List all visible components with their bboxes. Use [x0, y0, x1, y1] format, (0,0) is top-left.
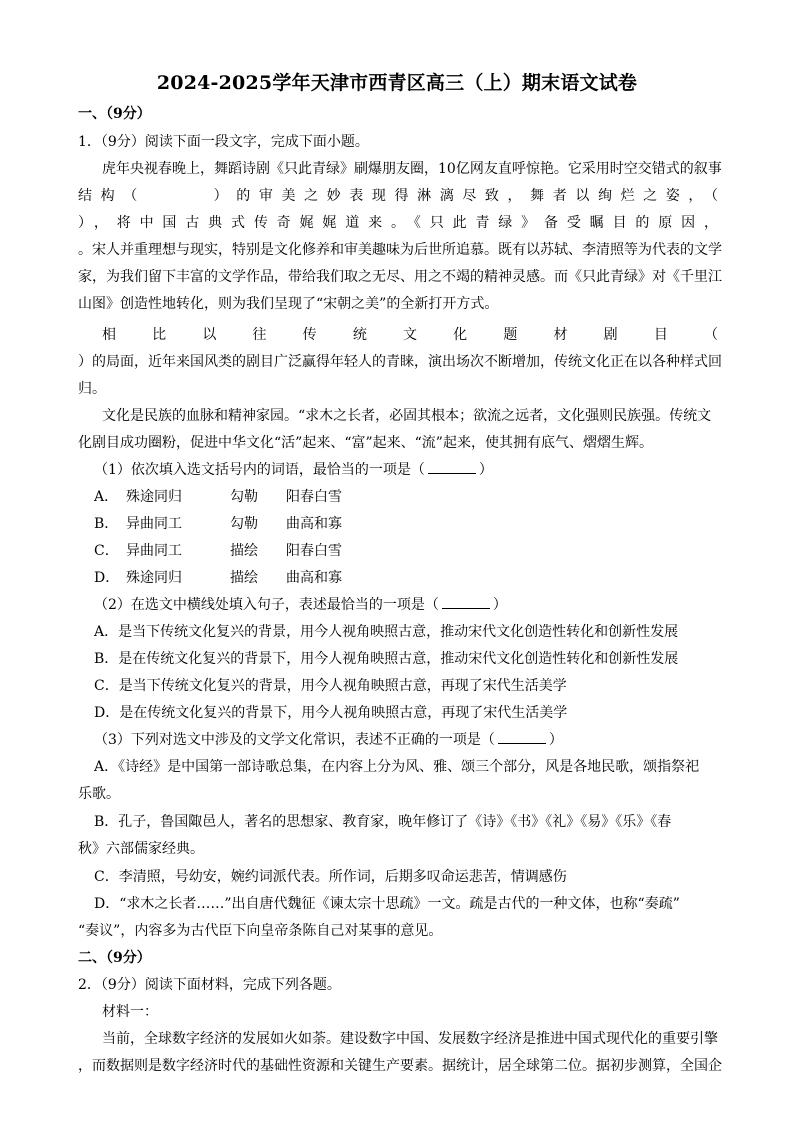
option-letter: D．: [94, 570, 120, 586]
passage-1-line: 。宋人并重理想与现实，特别是文化修养和审美趣味为后世所追慕。既有以苏轼、李清照等为代表的文学: [78, 242, 722, 258]
passage-1-line: 虎年央视春晚上，舞蹈诗剧《只此青绿》刷爆朋友圈，10亿网友直呼惊艳。它采用时空交错式的叙事: [102, 161, 722, 177]
option-word: 殊途同归: [126, 489, 182, 505]
sub-question-2-option-a: A．是当下传统文化复兴的背景，用今人视角映照古意，推动宋代文化创造性转化和创新性发展: [94, 624, 679, 640]
option-word: 阳春白雪: [286, 489, 342, 505]
sub-question-3-stem: （3）下列对选文中涉及的文学文化常识，表述不正确的一项是（: [94, 732, 495, 748]
option-word: 勾勒: [230, 489, 258, 505]
question-1-intro: 1．（9分）阅读下面一段文字，完成下面小题。: [78, 134, 369, 150]
sub-question-2-option-d: D．是在传统文化复兴的背景下，用今人视角映照古意，再现了宋代生活美学: [94, 705, 568, 721]
option-row: [94, 541, 342, 561]
option-word: 曲高和寡: [286, 570, 342, 586]
sub-question-3-option-b: B．孔子，鲁国陬邑人，著名的思想家、教育家，晚年修订了《诗》《书》《礼》《易》《乐》《春: [94, 814, 672, 830]
sub-question-3-option-c: C．李清照，号幼安，婉约词派代表。所作词，后期多叹命运悲苦，情调感伤: [94, 869, 567, 885]
option-word: 勾勒: [230, 516, 258, 532]
option-word: 异曲同工: [126, 516, 182, 532]
passage-3-line: 文化是民族的血脉和精神家园。“求木之长者，必固其根本；欲流之远者，文化强则民族强。传统文: [102, 408, 712, 424]
option-letter: C．: [94, 543, 119, 559]
answer-blank: [442, 596, 490, 609]
option-word: 殊途同归: [126, 570, 182, 586]
sub-question-3-close: ）: [548, 732, 563, 748]
passage-2-line: 归。: [78, 381, 106, 397]
option-word: 描绘: [230, 543, 258, 559]
answer-blank: [428, 461, 476, 474]
sub-question-3-option-a: A．《诗经》是中国第一部诗歌总集，在内容上分为风、雅、颂三个部分，风是各地民歌，颂指祭祀: [94, 759, 700, 775]
section-1-header: 一、（9分）: [78, 106, 151, 122]
option-row: [94, 568, 342, 588]
sub-question-3: [94, 730, 734, 750]
passage-1-line: 山图》创造性地转化，则为我们呈现了“宋朝之美”的全新打开方式。: [78, 296, 499, 312]
passage-2-line: 相比以往传统文化题材剧目（: [102, 327, 718, 343]
material-label: 材料一：: [102, 1004, 158, 1020]
section-2-header: 二、（9分）: [78, 950, 151, 966]
sub-question-1: [94, 460, 734, 480]
sub-question-3-option-a-cont: 乐歌。: [78, 786, 120, 802]
question-2-intro: 2．（9分）阅读下面材料，完成下列各题。: [78, 977, 341, 993]
material-1-line: 当前，全球数字经济的发展如火如荼。建设数字中国、发展数字经济是推进中国式现代化的重要引擎: [102, 1031, 718, 1047]
option-word: 曲高和寡: [286, 516, 342, 532]
sub-question-1-stem: （1）依次填入选文括号内的词语，最恰当的一项是（: [94, 462, 425, 478]
sub-question-3-option-d: D．“求木之长者……”出自唐代魏征《谏太宗十思疏》一文。疏是古代的一种文体，也称“奏疏”: [94, 896, 680, 912]
option-row: [94, 487, 342, 507]
sub-question-2-close: ）: [492, 597, 507, 613]
option-word: 异曲同工: [126, 543, 182, 559]
sub-question-2-option-b: B．是在传统文化复兴的背景下，用今人视角映照古意，推动宋代文化创造性转化和创新性发展: [94, 651, 679, 667]
option-word: 阳春白雪: [286, 543, 342, 559]
sub-question-2: [94, 595, 734, 615]
page-title: 2024-2025学年天津市西青区高三（上）期末语文试卷: [156, 72, 638, 94]
passage-1-line: ），将中国古典式传奇娓娓道来。《只此青绿》备受瞩目的原因，: [78, 215, 718, 231]
sub-question-3-option-b-cont: 秋》六部儒家经典。: [78, 841, 204, 857]
answer-blank: [498, 731, 546, 744]
option-letter: A．: [94, 489, 119, 505]
passage-3-line: 化剧目成功圈粉，促进中华文化“活”起来、“富”起来、“流”起来，使其拥有底气、熠熠生辉。: [78, 435, 653, 451]
option-row: [94, 514, 342, 534]
sub-question-2-option-c: C．是当下传统文化复兴的背景，用今人视角映照古意，再现了宋代生活美学: [94, 678, 567, 694]
passage-2-line: ）的局面，近年来国风类的剧目广泛赢得年轻人的青睐，演出场次不断增加，传统文化正在以各种样式回: [78, 354, 722, 370]
sub-question-1-close: ）: [478, 462, 493, 478]
material-1-line: ，而数据则是数字经济时代的基础性资源和关键生产要素。据统计，居全球第二位。据初步测算，全国企: [78, 1058, 722, 1074]
passage-1-line: 结构（ ）的审美之妙表现得淋漓尽致，舞者以绚烂之姿，（: [78, 188, 718, 204]
sub-question-3-option-d-cont: “奏议”，内容多为古代臣下向皇帝条陈自己对某事的意见。: [78, 923, 443, 939]
sub-question-2-stem: （2）在选文中横线处填入句子，表述最恰当的一项是（: [94, 597, 439, 613]
option-letter: B．: [94, 516, 119, 532]
passage-1-line: 家，为我们留下丰富的文学作品，带给我们取之无尽、用之不竭的精神灵感。而《只此青绿》对《千里江: [78, 269, 722, 285]
option-word: 描绘: [230, 570, 258, 586]
